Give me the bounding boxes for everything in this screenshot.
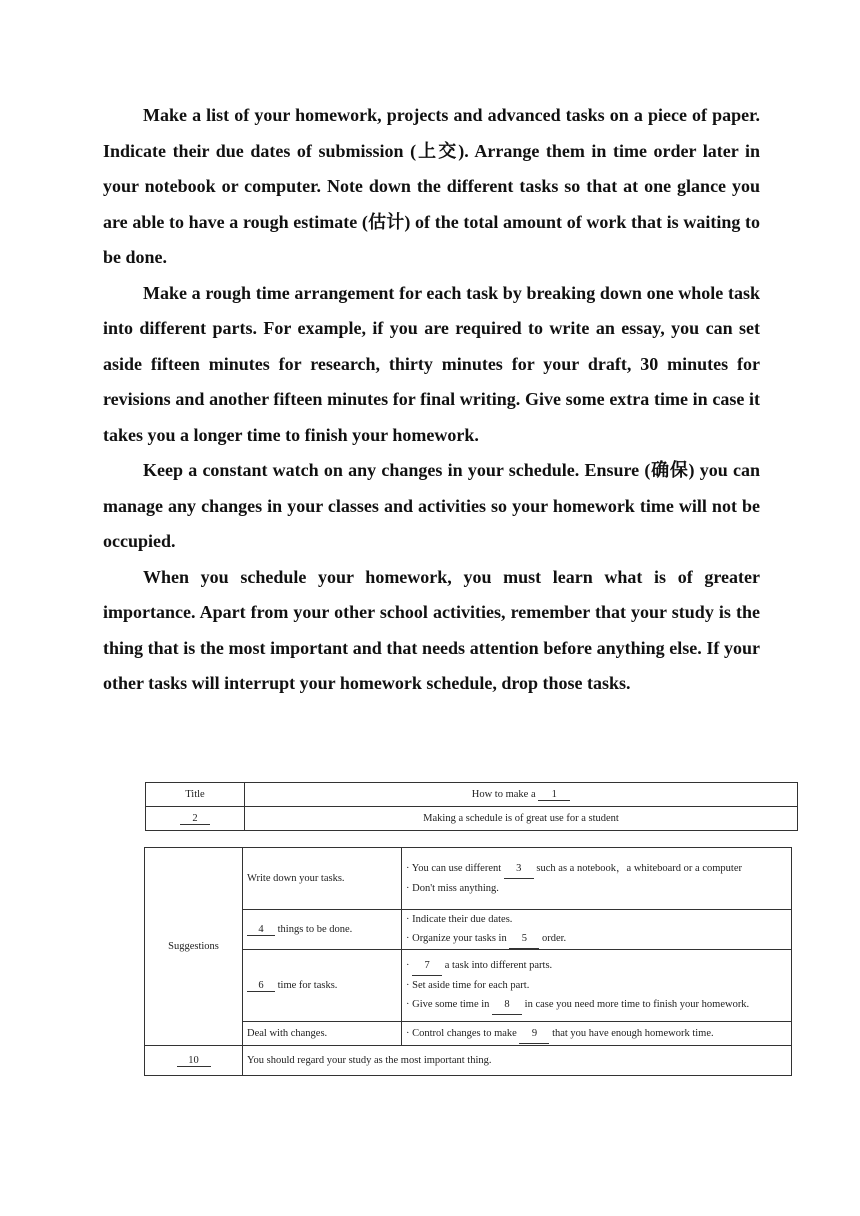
blank-10-cell: [145, 1046, 243, 1076]
paragraph-1: Make a list of your homework, projects and advanced tasks on a piece of paper. Indicate their due dates of submission (上交). Arrange them in time order later in your notebook or computer. Note down the different tasks so that at one glance you are able to have a rough estimate (估计) of the total amount of work that is waiting to be done.: [103, 105, 760, 267]
blank-7: 7: [412, 956, 442, 976]
row-things-details: [402, 910, 792, 950]
line-text: in case you need more time to finish your homework.: [524, 999, 750, 1010]
summary-table-top: [145, 782, 798, 831]
line-text: · Set aside time for each part.: [406, 980, 530, 991]
line-text: · Organize your tasks in: [406, 933, 507, 944]
summary-table-bottom: [144, 847, 792, 1076]
line-text: · Give some time in: [406, 999, 490, 1010]
row-time-cell: [243, 950, 402, 1022]
row-things-label: things to be done.: [277, 923, 353, 935]
line-text: that you have enough homework time.: [552, 1027, 714, 1039]
row-time-label: time for tasks.: [277, 979, 338, 991]
row-write-down: Write down your tasks.: [243, 848, 402, 910]
blank-2-cell: [146, 807, 245, 831]
blank-8: 8: [492, 995, 522, 1015]
blank-6: 6: [247, 980, 275, 992]
row-changes-details: [402, 1022, 792, 1046]
blank-9: 9: [519, 1024, 549, 1044]
last-row-text: You should regard your study as the most important thing.: [243, 1046, 792, 1076]
line-text: · Don't miss anything.: [406, 883, 499, 894]
paragraph-3: Keep a constant watch on any changes in your schedule. Ensure (确保) you can manage any changes in your classes and activities so your homework time will not be occupied.: [103, 460, 760, 551]
table-gap: [140, 831, 805, 847]
suggestions-label: Suggestions: [145, 848, 243, 1046]
title-cell: [245, 783, 798, 807]
blank-3: 3: [504, 859, 534, 879]
row-things-cell: [243, 910, 402, 950]
line-text: · Indicate their due dates.: [406, 914, 513, 925]
blank-5: 5: [509, 929, 539, 949]
blank-1: 1: [538, 789, 570, 801]
line-text: · You can use different: [406, 863, 502, 874]
line-text: ·: [406, 960, 410, 971]
line-text: a task into different parts.: [444, 960, 553, 971]
line-text: order.: [541, 933, 567, 944]
blank-2: 2: [180, 813, 210, 825]
blank-4: 4: [247, 924, 275, 936]
title-text: How to make a: [471, 788, 536, 800]
blank-10: 10: [177, 1055, 211, 1067]
row-time-details: [402, 950, 792, 1022]
row-write-down-details: [402, 848, 792, 910]
line-text: such as a notebook，a whiteboard or a computer: [536, 863, 742, 874]
line-text: · Control changes to make: [406, 1027, 517, 1039]
title-label: Title: [146, 783, 245, 807]
row-changes: Deal with changes.: [243, 1022, 402, 1046]
passage: [103, 98, 760, 702]
row2-text: Making a schedule is of great use for a student: [245, 807, 798, 831]
paragraph-2: Make a rough time arrangement for each task by breaking down one whole task into different parts. For example, if you are required to write an essay, you can set aside fifteen minutes for research, thirty minutes for your draft, 30 minutes for revisions and another fifteen minutes for final writing. Give some extra time in case it takes you a longer time to finish your homework.: [103, 282, 760, 445]
paragraph-4: When you schedule your homework, you must learn what is of greater importance. Apart from your other school activities, remember that your study is the thing that is the most important and that needs attention before anything else. If your other tasks will interrupt your homework schedule, drop those tasks.: [103, 566, 760, 693]
